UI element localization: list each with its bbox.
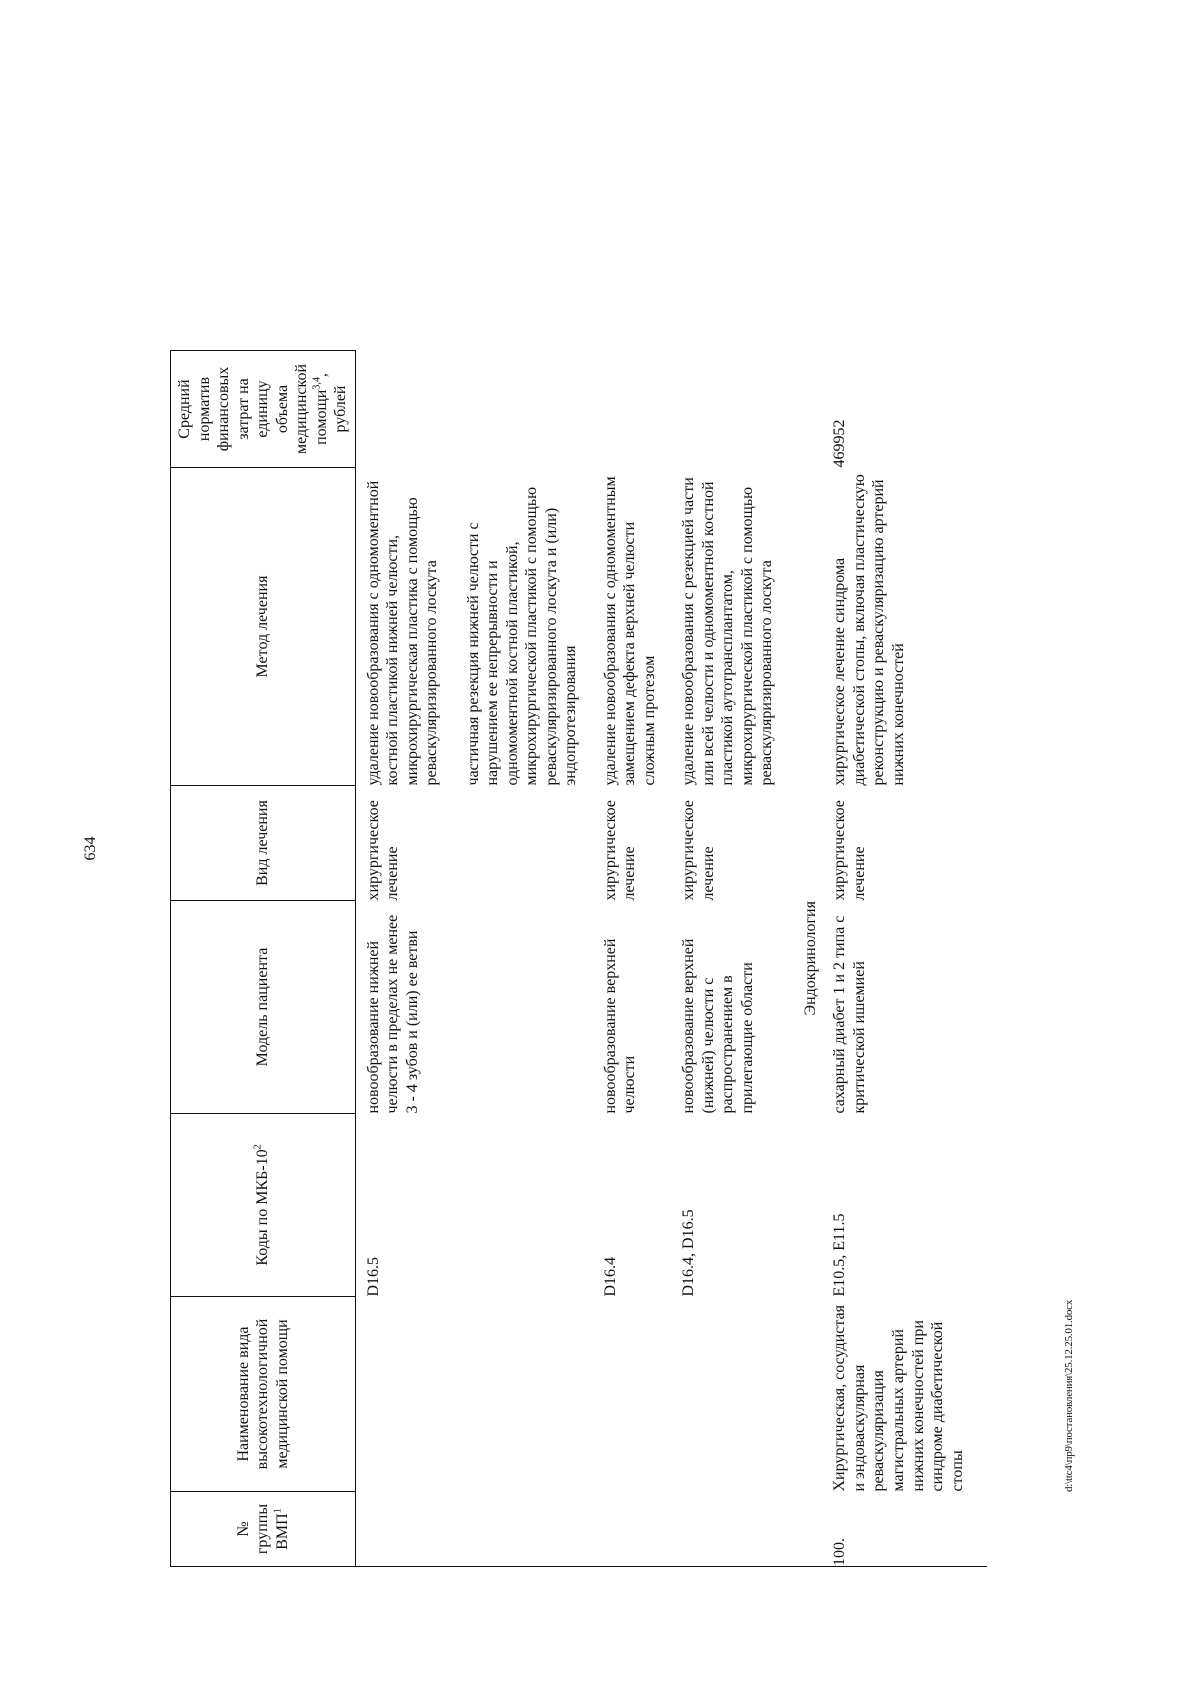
kind-cell: хирургическое лечение: [364, 800, 402, 901]
vmp-table: [170, 350, 987, 1567]
method-cell: [355, 468, 601, 786]
method-item: частичная резекция нижней челюсти с нарушением ее непрерывности и одномоментной костной пластикой, микрохирургической пластикой с помощью реваскуляризированного лоскута и (или) эндопротезирования: [464, 486, 580, 786]
header-kind: Вид лечения: [171, 786, 356, 901]
header-name: Наименование вида высокотехнологичной медицинской помощи: [171, 1297, 356, 1492]
header-model: Модель пациента: [171, 901, 356, 1114]
codes-cell: D16.4: [601, 1256, 619, 1297]
table-row: [601, 351, 680, 1567]
kind-cell: хирургическое лечение: [680, 800, 717, 901]
section-row: [797, 351, 831, 1567]
table-row: [830, 351, 987, 1567]
header-method: Метод лечения: [171, 468, 356, 786]
kind-cell: хирургическое лечение: [831, 800, 868, 901]
cost-cell: 469952: [831, 419, 849, 468]
method-item: удаление новообразования с одномоментной костной пластикой нижней челюсти, микрохирургическая пластика с помощью реваскуляризированного лоскута: [364, 480, 441, 786]
codes-cell: D16.4, D16.5: [680, 1209, 698, 1297]
page-number: 634: [82, 836, 99, 861]
header-row: [171, 351, 356, 1567]
section-title: Эндокринология: [797, 351, 831, 1567]
header-cost: Средний норматив финансовых затрат на единицу объема медицинской помощи$^{3,4}$, рублей: [171, 351, 356, 468]
header-num: № группы ВМП$^1$: [171, 1492, 356, 1567]
model-cell: новообразование верхней челюсти: [601, 938, 639, 1114]
header-codes: Коды по МКБ-$10^2$: [171, 1114, 356, 1297]
method-cell: удаление новообразования с одномоментным замещением дефекта верхней челюсти сложным протезом: [601, 476, 658, 786]
kind-cell: хирургическое лечение: [601, 800, 639, 901]
codes-cell: D16.5: [364, 1256, 382, 1297]
model-cell: новообразование верхней (нижней) челюсти с распространением в прилегающие области: [680, 938, 756, 1114]
method-cell: удаление новообразования с резекцией части или всей челюсти и одномоментной костной пластикой аутотрансплантатом, микрохирургической пластикой с помощью реваскуляризированного лоскута: [680, 477, 776, 786]
model-cell: сахарный диабет 1 и 2 типа с критической ишемией: [831, 915, 868, 1114]
table-row: [679, 351, 797, 1567]
codes-cell: E10.5, E11.5: [831, 1213, 849, 1297]
method-cell: хирургическое лечение синдрома диабетической стопы, включая пластическую реконструкцию и реваскуляризацию артерий нижних конечностей: [831, 474, 907, 786]
group-number: 100.: [830, 1492, 987, 1567]
model-cell: новообразование нижней челюсти в пределах не менее 3 - 4 зубов и (или) ее ветви: [364, 914, 421, 1114]
vmp-name-cell: Хирургическая, сосудистая и эндоваскулярная реваскуляризация магистральных артерий нижних конечностей при синдроме диабетической стопы: [831, 1304, 966, 1492]
table-row: [355, 351, 601, 1567]
footer-file-path: d:\ttc4\пр9\постановления\25.12.25.01.docx: [1063, 1299, 1075, 1492]
